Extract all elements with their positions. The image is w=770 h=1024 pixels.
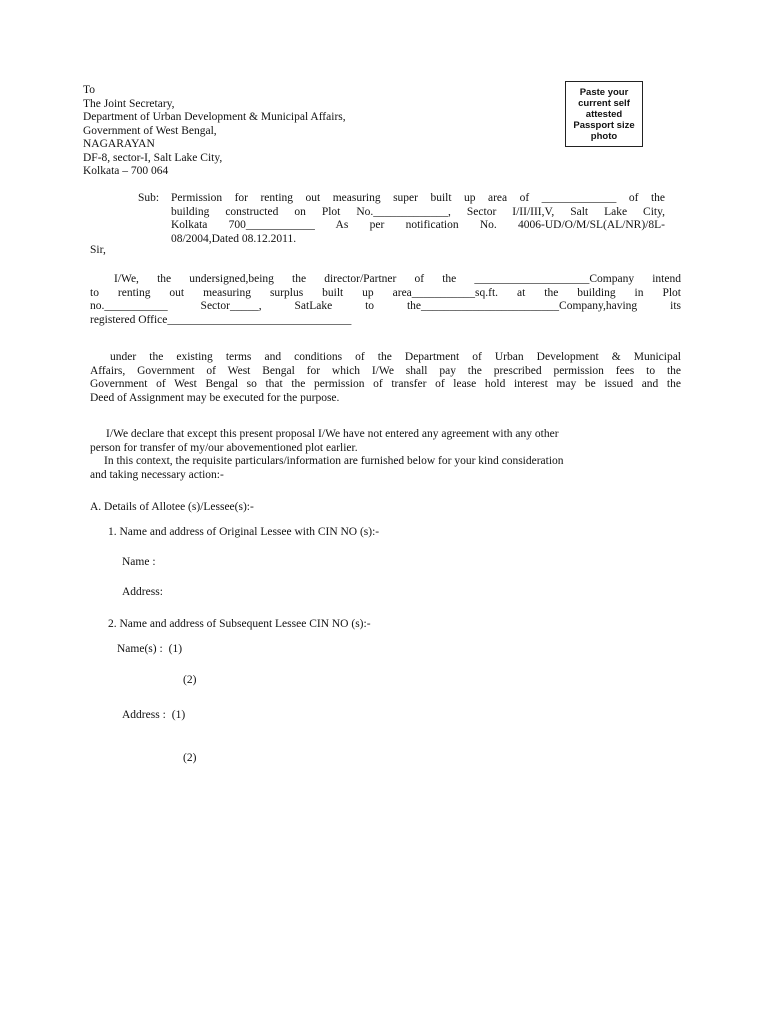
salutation: Sir, — [90, 244, 106, 256]
section-a-heading: A. Details of Allotee (s)/Lessee(s):- — [90, 501, 254, 513]
original-lessee-name-field[interactable]: Name : — [122, 556, 156, 568]
names-label: Name(s) : — [117, 643, 163, 655]
paragraph-declaration — [90, 428, 681, 482]
paragraph-line: and taking necessary action:- — [90, 468, 224, 481]
paragraph-line: person for transfer of my/our abovementioned plot earlier. — [90, 441, 358, 454]
address-line: Department of Urban Development & Municipal Affairs, — [83, 111, 346, 123]
paragraph-terms — [90, 351, 681, 405]
paragraph-line: I/We declare that except this present proposal I/We have not entered any agreement with any other — [106, 428, 559, 440]
subsequent-lessee-names-entry-2[interactable]: (2) — [183, 674, 197, 686]
subject-line: Permission for renting out measuring super built up area of _____________ of the — [171, 192, 665, 204]
subject-line: 08/2004,Dated 08.12.2011. — [171, 232, 297, 245]
subsequent-lessee-address-entry-2[interactable]: (2) — [183, 752, 197, 764]
subsequent-lessee-label: 2. Name and address of Subsequent Lessee CIN NO (s):- — [108, 618, 371, 630]
address-line: NAGARAYAN — [83, 138, 155, 150]
address-line: DF-8, sector-I, Salt Lake City, — [83, 151, 223, 164]
address-line: To — [83, 84, 95, 96]
paragraph-line: under the existing terms and conditions of the Department of Urban Development & Municipal — [110, 351, 681, 363]
paragraph-line: registered Office________________________________ — [90, 313, 352, 326]
paragraph-line: I/We, the undersigned,being the director/Partner of the ____________________Company intend — [114, 273, 681, 285]
address-line: Government of West Bengal, — [83, 124, 217, 137]
subsequent-lessee-address-row[interactable] — [122, 709, 185, 723]
address-line: The Joint Secretary, — [83, 97, 175, 110]
paragraph-line: Government of West Bengal so that the permission of transfer of lease hold interest may be issued and the — [90, 378, 681, 390]
paragraph-line: Affairs, Government of West Bengal for which I/We shall pay the prescribed permission fees to the — [90, 364, 681, 377]
address-line: Kolkata – 700 064 — [83, 165, 169, 177]
paragraph-line: In this context, the requisite particulars/information are furnished below for your kind consideration — [104, 455, 564, 467]
paragraph-undertaking — [90, 273, 681, 327]
subject-text — [171, 192, 665, 246]
original-lessee-label: 1. Name and address of Original Lessee with CIN NO (s):- — [108, 526, 380, 538]
address-label: Address : — [122, 709, 166, 721]
passport-photo-box[interactable] — [565, 81, 643, 147]
address-entry-1: (1) — [171, 709, 186, 721]
subject-line: building constructed on Plot No._____________, Sector I/II/III,V, Salt Lake City, — [171, 205, 665, 218]
photo-box-label: Paste your current self attested Passport size photo — [573, 86, 635, 142]
subsequent-lessee-names-row[interactable] — [117, 643, 182, 657]
recipient-address-block — [83, 84, 346, 179]
subject-label: Sub: — [138, 192, 160, 204]
names-entry-1: (1) — [168, 643, 183, 655]
subject-line: Kolkata 700____________ As per notification No. 4006-UD/O/M/SL(AL/NR)/8L- — [171, 219, 665, 231]
original-lessee-address-field[interactable]: Address: — [122, 586, 163, 598]
paragraph-line: no.___________ Sector_____, SatLake to the________________________Company,having its — [90, 300, 681, 312]
paragraph-line: Deed of Assignment may be executed for the purpose. — [90, 391, 340, 404]
paragraph-line: to renting out measuring surplus built up area___________sq.ft. at the building in Plot — [90, 286, 681, 299]
